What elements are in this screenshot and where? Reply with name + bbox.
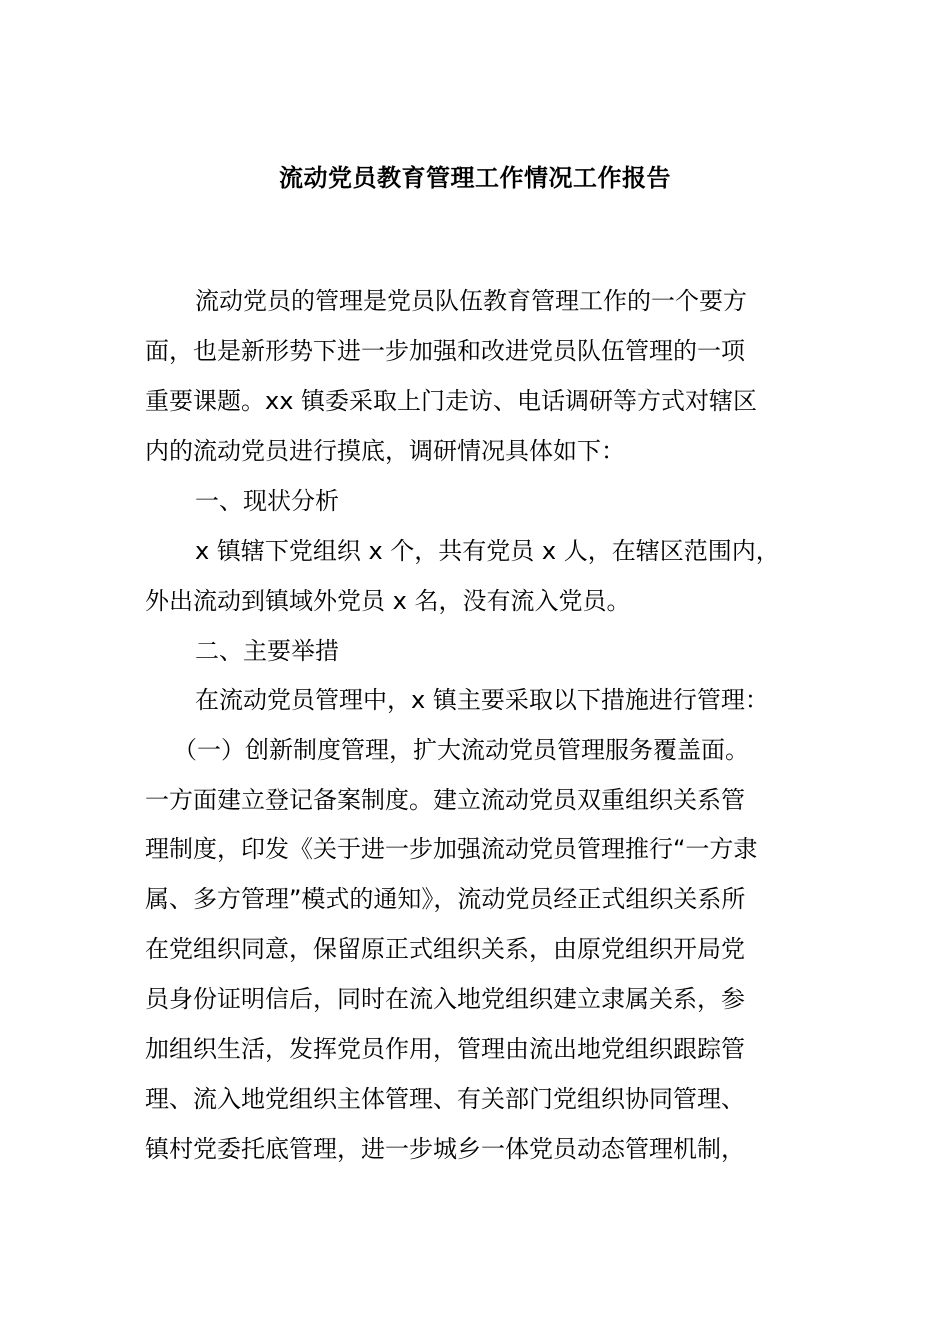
paragraph-line-9: 理制度，印发《关于进一步加强流动党员管理推行“一方隶 — [145, 835, 758, 863]
paragraph-line-12: 员身份证明信后，同时在流入地党组织建立隶属关系，参 — [145, 985, 745, 1013]
subsection-heading-1: （一）创新制度管理，扩大流动党员管理服务覆盖面。 — [173, 736, 749, 764]
paragraph-line-4: 内的流动党员进行摸底，调研情况具体如下： — [145, 437, 625, 465]
paragraph-line-13: 加组织生活，发挥党员作用，管理由流出地党组织跟踪管 — [145, 1035, 745, 1063]
section-heading-1: 一、现状分析 — [195, 487, 339, 515]
paragraph-line-8: 一方面建立登记备案制度。建立流动党员双重组织关系管 — [145, 786, 745, 814]
paragraph-line-6: 外出流动到镇域外党员 x 名，没有流入党员。 — [145, 587, 631, 615]
paragraph-line-5: x 镇辖下党组织 x 个，共有党员 x 人，在辖区范围内， — [195, 537, 780, 565]
paragraph-line-15: 镇村党委托底管理，进一步城乡一体党员动态管理机制， — [145, 1135, 745, 1163]
document-title: 流动党员教育管理工作情况工作报告 — [279, 164, 671, 192]
paragraph-line-1: 流动党员的管理是党员队伍教育管理工作的一个要方 — [195, 287, 747, 315]
paragraph-line-3: 重要课题。xx 镇委采取上门走访、电话调研等方式对辖区 — [145, 387, 758, 415]
section-heading-2: 二、主要举措 — [195, 637, 339, 665]
paragraph-line-7: 在流动党员管理中，x 镇主要采取以下措施进行管理： — [195, 686, 769, 714]
paragraph-line-10: 属、多方管理”模式的通知》，流动党员经正式组织关系所 — [145, 885, 746, 913]
paragraph-line-11: 在党组织同意，保留原正式组织关系，由原党组织开局党 — [145, 935, 745, 963]
paragraph-line-14: 理、流入地党组织主体管理、有关部门党组织协同管理、 — [145, 1085, 745, 1113]
paragraph-line-2: 面，也是新形势下进一步加强和改进党员队伍管理的一项 — [145, 337, 745, 365]
